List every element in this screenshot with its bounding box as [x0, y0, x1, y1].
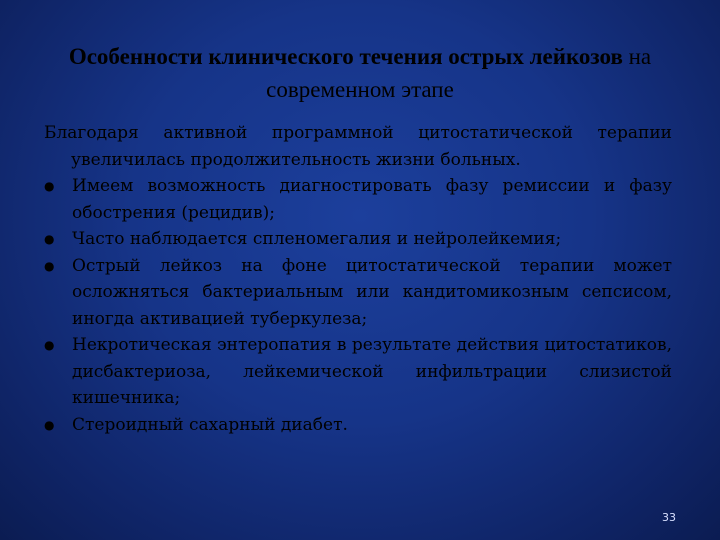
bullet-text: Стероидный сахарный диабет. — [72, 414, 348, 435]
bullet-text: Имеем возможность диагностировать фазу ремиссии и фазу обострения (рецидив); — [72, 176, 672, 223]
bullet-icon: ● — [44, 179, 55, 193]
bullet-item — [44, 332, 672, 412]
bullet-text: Острый лейкоз на фоне цитостатической терапии может осложняться бактериальным или кандитомикозным сепсисом, иногда активацией туберкулеза; — [72, 255, 672, 329]
slide-body — [44, 120, 672, 438]
bullet-item — [44, 412, 672, 439]
bullet-item — [44, 226, 672, 253]
bullet-icon: ● — [44, 338, 55, 352]
intro-paragraph: Благодаря активной программной цитостатической терапии увеличилась продолжительность жизни больных. — [44, 123, 672, 170]
bullet-icon: ● — [44, 417, 55, 432]
bullet-icon: ● — [44, 258, 55, 273]
bullet-item — [44, 173, 672, 226]
bullet-icon: ● — [44, 232, 55, 246]
title-regular-part: на современном этапе — [266, 44, 652, 102]
bullet-text: Часто наблюдается спленомегалия и нейролейкемия; — [72, 229, 562, 249]
page-number: 33 — [662, 511, 676, 524]
title-bold-part: Особенности клинического течения острых лейкозов — [68, 44, 623, 69]
bullet-item — [44, 253, 672, 333]
slide-title — [60, 40, 660, 106]
bullet-text: Некротическая энтеропатия в результате действия цитостатиков, дисбактериоза, лейкемической инфильтрации слизистой кишечника; — [72, 335, 672, 408]
